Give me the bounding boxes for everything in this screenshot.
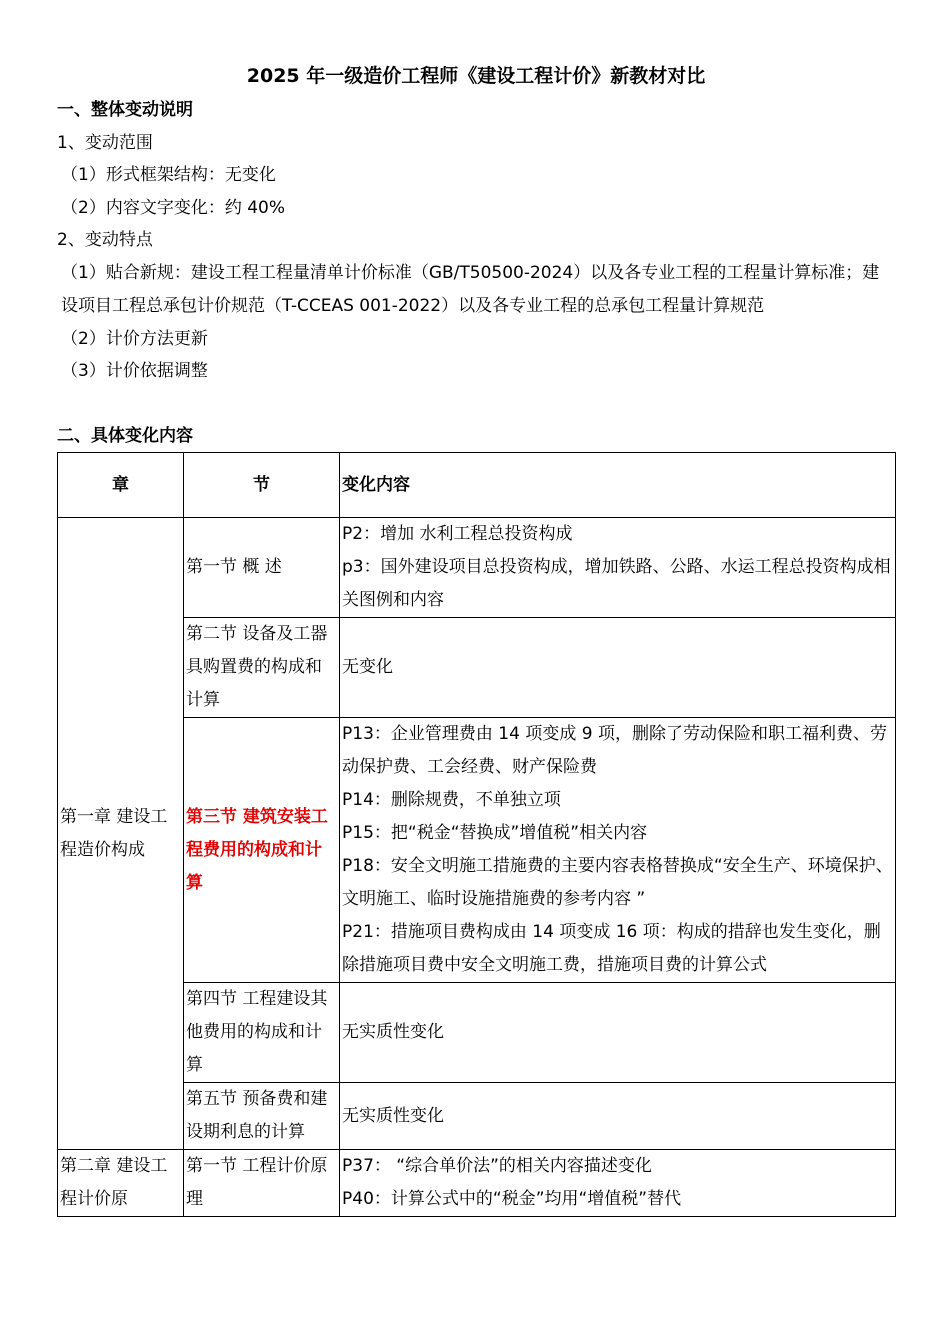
changes-table [57,452,896,1217]
section2-heading: 二、具体变化内容 [57,425,193,446]
table-row [58,1150,896,1217]
header-chapter: 章 [58,453,184,518]
content-line: P2：增加 水利工程总投资构成 [342,524,573,544]
chapter1-cell: 第一章 建设工程造价构成 [58,518,184,1150]
content-cell [340,1083,896,1150]
content-line: 无实质性变化 [342,1022,444,1042]
section-cell: 第一节 工程计价原理 [184,1150,340,1217]
item2-sub-1: （1）贴合新规：建设工程工程量清单计价标准（GB/T50500-2024）以及各专业工程的工程量计算标准；建设项目工程总承包计价规范（T-CCEAS 001-2022）以及各专业工程的总承包工程量计算规范 [61,262,880,316]
table-row [58,983,896,1083]
content-line: P40：计算公式中的“税金”均用“增值税”替代 [342,1189,682,1209]
content-line: 无变化 [342,657,393,677]
content-line: p3：国外建设项目总投资构成，增加铁路、公路、水运工程总投资构成相关图例和内容 [342,557,891,610]
item1-sub-2: （2）内容文字变化：约 40% [61,197,286,218]
item2-label: 2、变动特点 [57,230,153,250]
content-line: P15：把“税金“替换成”增值税”相关内容 [342,823,648,843]
item1-sub-1: （1）形式框架结构：无变化 [61,165,276,185]
content-line: P21：措施项目费构成由 14 项变成 16 项：构成的措辞也发生变化，删除措施项目费中安全文明施工费，措施项目费的计算公式 [342,922,881,975]
header-content: 变化内容 [340,453,896,518]
content-line: P13：企业管理费由 14 项变成 9 项，删除了劳动保险和职工福利费、劳动保护费、工会经费、财产保险费 [342,724,887,777]
section1-heading: 一、整体变动说明 [57,100,193,120]
content-cell [340,983,896,1083]
content-cell [340,618,896,718]
table-row [58,618,896,718]
content-cell [340,718,896,983]
item2-sub-3: （3）计价依据调整 [61,361,208,381]
item1-label: 1、变动范围 [57,132,153,153]
content-cell [340,1150,896,1217]
section-cell: 第四节 工程建设其他费用的构成和计算 [184,983,340,1083]
header-section: 节 [184,453,340,518]
table-row [58,518,896,618]
section-cell: 第五节 预备费和建设期利息的计算 [184,1083,340,1150]
content-line: P14：删除规费，不单独立项 [342,790,561,810]
document-page [57,62,895,1217]
chapter2-cell: 第二章 建设工程计价原 [58,1150,184,1217]
content-line: P37： “综合单价法”的相关内容描述变化 [342,1156,652,1176]
section-cell: 第一节 概 述 [184,518,340,618]
section-cell: 第二节 设备及工器具购置费的构成和计算 [184,618,340,718]
table-header-row [58,453,896,518]
content-line: P18：安全文明施工措施费的主要内容表格替换成“安全生产、环境保护、文明施工、临时设施措施费的参考内容 ” [342,856,893,909]
content-cell [340,518,896,618]
content-line: 无实质性变化 [342,1105,444,1126]
item2-sub-2: （2）计价方法更新 [61,328,208,349]
table-row [58,718,896,983]
section-cell-highlighted: 第三节 建筑安装工程费用的构成和计算 [184,718,340,983]
table-row [58,1083,896,1150]
document-title: 2025 年一级造价工程师《建设工程计价》新教材对比 [246,65,706,87]
